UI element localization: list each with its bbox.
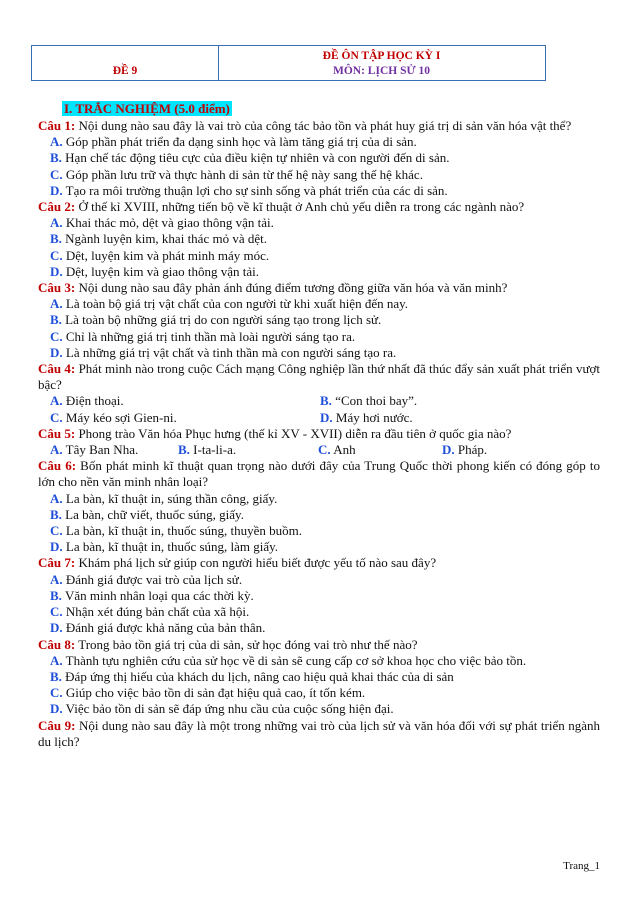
question-text: Trong bảo tồn giá trị của di sản, sử học đóng vai trò như thế nào? (78, 636, 418, 652)
question-number: Câu 6: (38, 458, 77, 474)
option-a: A. Tây Ban Nha. (50, 442, 139, 458)
question-text: Phong trào Văn hóa Phục hưng (thế kỉ XV - XVII) diễn ra đầu tiên ở quốc gia nào? (78, 425, 512, 441)
option-c: C. Anh (318, 442, 356, 458)
option-b: B. “Con thoi bay”. (320, 393, 418, 409)
question-9 (38, 718, 600, 750)
question-2 (38, 199, 600, 215)
option-row (38, 442, 600, 458)
question-number: Câu 9: (38, 717, 76, 733)
option-d: D. Dệt, luyện kim và giao thông vận tải. (50, 263, 260, 279)
header-box (31, 45, 546, 81)
option-d: D. La bàn, kĩ thuật in, thuốc súng, làm giấy. (50, 539, 279, 555)
option-c: C. Chỉ là những giá trị tinh thần mà loài người sáng tạo ra. (50, 328, 356, 344)
option-d: D. Đánh giá được khả năng của bản thân. (50, 620, 266, 636)
question-number: Câu 2: (38, 199, 76, 215)
option-b: B. I-ta-li-a. (178, 442, 237, 458)
question-4 (38, 361, 600, 393)
exam-title: ĐỀ ÔN TẬP HỌC KỲ I (322, 50, 441, 62)
question-number: Câu 1: (38, 118, 76, 133)
option-a: A. Góp phần phát triển đa dạng sinh học và làm tăng giá trị của di sản. (50, 134, 417, 150)
option-c: C. Dệt, luyện kim và phát minh máy móc. (50, 247, 270, 263)
option-a: A. Thành tựu nghiên cứu của sử học về di sản sẽ cung cấp cơ sở khoa học cho việc bảo tồn. (50, 652, 527, 668)
option-b: B. Đáp ứng thị hiếu của khách du lịch, nâng cao hiệu quả khai thác của di sản (50, 668, 454, 684)
option-b: B. La bàn, chữ viết, thuốc súng, giấy. (50, 506, 244, 522)
question-5 (38, 426, 600, 442)
question-3 (38, 280, 600, 296)
question-number: Câu 8: (38, 636, 76, 652)
option-a: A. Khai thác mỏ, dệt và giao thông vận tải. (50, 215, 274, 231)
question-text: Bốn phát minh kĩ thuật quan trọng nào dưới đây của Trung Quốc thời phong kiến có đóng góp to lớn cho nền văn minh nhân loại? (38, 458, 600, 490)
question-text: Nội dung nào sau đây là vai trò của công tác bảo tồn và phát huy giá trị di sản văn hóa vật thể? (78, 118, 572, 133)
option-c: C. La bàn, kĩ thuật in, thuốc súng, thuyền buồm. (50, 523, 303, 539)
option-b: B. Hạn chế tác động tiêu cực của điều kiện tự nhiên và con người đến di sản. (50, 150, 450, 166)
question-number: Câu 4: (38, 361, 76, 377)
option-a: A. Là toàn bộ giá trị vật chất của con người từ khi xuất hiện đến nay. (50, 296, 409, 312)
option-c: C. Nhận xét đúng bản chất của xã hội. (50, 604, 250, 620)
section-heading: I. TRẮC NGHIỆM (5.0 điểm) (64, 101, 230, 116)
question-text: Nội dung nào sau đây là một trong những vai trò của lịch sử và văn hóa đối với sự phát triển ngành du lịch? (38, 717, 600, 749)
question-7 (38, 555, 600, 571)
option-d: D. Việc bảo tồn di sản sẽ đáp ứng nhu cầu của cuộc sống hiện đại. (50, 701, 394, 717)
exam-subject: MÔN: LỊCH SỬ 10 (332, 65, 430, 77)
option-row (38, 393, 600, 409)
option-a: A. La bàn, kĩ thuật in, súng thần công, giấy. (50, 490, 278, 506)
question-text: Khám phá lịch sử giúp con người hiểu biết được yếu tố nào sau đây? (78, 555, 437, 571)
page-number: Trang_1 (563, 860, 600, 872)
option-c: C. Góp phần lưu trữ và thực hành di sản từ thế hệ này sang thế hệ khác. (50, 166, 423, 182)
question-8 (38, 637, 600, 653)
option-d: D. Pháp. (442, 442, 488, 458)
option-row (38, 410, 600, 426)
option-a: A. Đánh giá được vai trò của lịch sử. (50, 571, 243, 587)
option-c: C. Máy kéo sợi Gien-ni. (50, 409, 177, 425)
option-d: D. Là những giá trị vật chất và tinh thần mà con người sáng tạo ra. (50, 344, 397, 360)
option-a: A. Điện thoại. (50, 393, 124, 409)
question-number: Câu 3: (38, 280, 76, 296)
question-1 (38, 118, 600, 134)
exam-number: ĐỀ 9 (112, 65, 138, 77)
option-b: B. Văn minh nhân loại qua các thời kỳ. (50, 587, 254, 603)
header-left-cell (32, 46, 219, 80)
question-text: Phát minh nào trong cuộc Cách mạng Công nghiệp lần thứ nhất đã thúc đẩy sản xuất phát triển vượt bậc? (38, 361, 600, 393)
option-c: C. Giúp cho việc bảo tồn di sản đạt hiệu quả cao, ít tốn kém. (50, 685, 366, 701)
question-number: Câu 7: (38, 555, 76, 571)
question-number: Câu 5: (38, 425, 76, 441)
question-list (38, 118, 600, 750)
question-text: Ở thế kỉ XVIII, những tiến bộ về kĩ thuật ở Anh chủ yếu diễn ra trong các ngành nào? (78, 199, 525, 215)
question-text: Nội dung nào sau đây phản ánh đúng điểm tương đồng giữa văn hóa và văn minh? (78, 280, 508, 296)
option-d: D. Tạo ra môi trường thuận lợi cho sự sinh sống và phát triển của các di sản. (50, 182, 448, 198)
option-b: B. Là toàn bộ những giá trị do con người sáng tạo trong lịch sử. (50, 312, 382, 328)
question-6 (38, 458, 600, 490)
option-d: D. Máy hơi nước. (320, 409, 413, 425)
option-b: B. Ngành luyện kim, khai thác mỏ và dệt. (50, 231, 267, 247)
